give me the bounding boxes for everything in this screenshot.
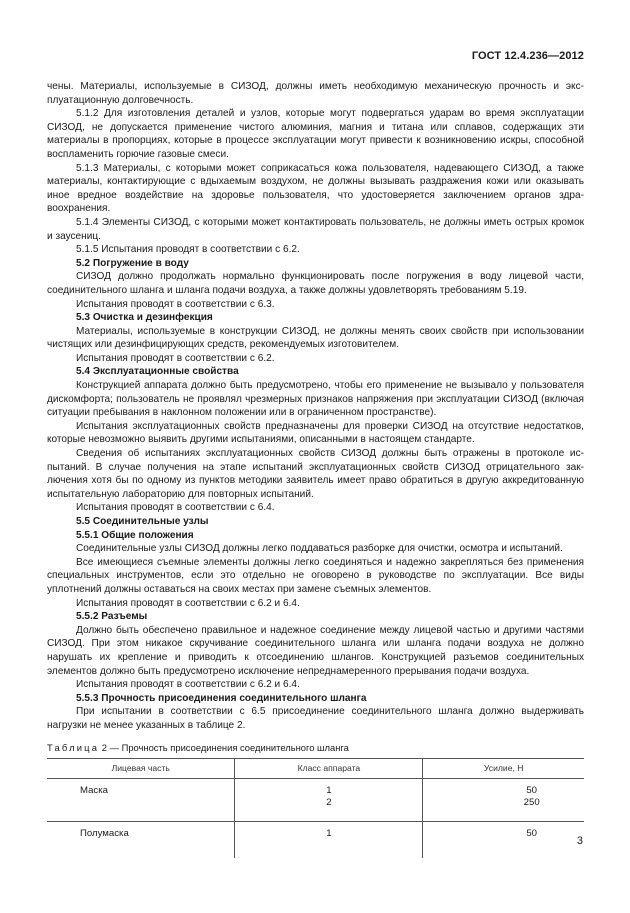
cell-device-class xyxy=(235,821,423,858)
section-heading: 5.5.1 Общие положения xyxy=(76,529,194,541)
section-heading: 5.4 Эксплуатационные свойства xyxy=(76,366,239,378)
cell-face-part: Полумаска xyxy=(80,827,129,839)
strength-table xyxy=(47,758,584,858)
section-heading: 5.2 Погружение в воду xyxy=(76,257,189,269)
cell-device-class xyxy=(235,778,423,821)
cell-face-part: Маска xyxy=(47,778,235,821)
section-heading: 5.5.2 Разъемы xyxy=(76,611,148,623)
paragraph: Соединительные узлы СИЗОД должны легко поддаваться разборке для очистки, осмотра и испытаний. xyxy=(76,543,563,555)
paragraph: 5.1.5 Испытания проводят в соответствии с 6.2. xyxy=(76,244,300,256)
section-heading: 5.5 Соединительные узлы xyxy=(76,516,209,527)
force-value: 50 xyxy=(526,827,538,839)
header-device-class: Класс аппарата xyxy=(235,758,423,778)
class-value: 2 xyxy=(326,796,332,808)
section-heading: 5.3 Очистка и дезинфекция xyxy=(76,312,213,324)
force-value: 50 xyxy=(526,784,538,796)
cell-force xyxy=(423,821,584,858)
paragraph: Испытания эксплуатационных свойств предназначены для проверки СИЗОД на отсутствие недостатков, которые невозможно выявить другими испытаниями, описанными в настоящем стандарте. xyxy=(47,420,584,446)
table-caption-label: Таблица xyxy=(47,741,100,753)
paragraph: 5.1.4 Элементы СИЗОД, с которыми может контактировать пользователь, не должны иметь острых кромок и заусениц. xyxy=(47,216,584,242)
paragraph: Сведения об испытаниях эксплуатационных свойств СИЗОД должны быть отражены в протоколе испытаний. В случае получения на этапе испытаний эксплуатационных свойств СИЗОД отрицательного заключения хотя бы по одному из пунктов методики заявитель имеет право обратиться в другую аккредитованную испытательную лабораторию для повторных испытаний. xyxy=(47,448,584,500)
table-row xyxy=(47,821,584,858)
document-header: ГОСТ 12.4.236—2012 xyxy=(471,50,584,62)
class-value: 1 xyxy=(326,784,332,796)
paragraph: Материалы, используемые в конструкции СИЗОД, не должны менять своих свойств при использовании чистящих или дезинфицирующих средств, рекомендуемых изготовителем. xyxy=(47,325,584,351)
paragraph: Испытания проводят в соответствии с 6.3. xyxy=(76,298,275,310)
paragraph: Испытания проводят в соответствии с 6.2 и 6.4. xyxy=(76,679,300,691)
paragraph: При испытании в соответствии с 6.5 присоединение соединительного шланга должно выдерживать нагрузки не менее указанных в таблице 2. xyxy=(47,706,584,731)
header-face-part: Лицевая часть xyxy=(47,758,235,778)
table-header-row xyxy=(47,758,584,778)
force-value: 250 xyxy=(523,796,540,808)
class-value: 1 xyxy=(326,827,332,839)
document-body xyxy=(47,80,584,858)
header-force: Усилие, Н xyxy=(423,758,584,778)
table-row xyxy=(47,778,584,821)
paragraph-list xyxy=(47,80,584,733)
table-caption xyxy=(47,742,584,754)
paragraph: 5.1.3 Материалы, с которыми может соприкасаться кожа пользователя, надевающего СИЗОД, а также материалы, контактирующие с вдыхаемым воздухом, не должны вызывать раздражения кожи или оказывать иное вредное воздействие на здоровье пользователя, что удостоверяется заключением органов здравоохранения. xyxy=(47,162,584,215)
section-heading: 5.5.3 Прочность присоединения соединительного шланга xyxy=(76,692,367,704)
paragraph: Должно быть обеспечено правильное и надежное соединение между лицевой частью и другими частями СИЗОД. При этом никакое скручивание соединительного шланга или шланга подачи воздуха не должно нарушать их крепление и приводить к отсоединению шлангов. Конструкцией разъемов соединительных элементов должно быть предусмотрено исключение непреднамеренного прерывания подачи воздуха. xyxy=(47,624,584,677)
table-caption-title: 2 — Прочность присоединения соединительного шланга xyxy=(99,741,349,753)
paragraph: Конструкцией аппарата должно быть предусмотрено, чтобы его применение не вызывало у пользователя дискомфорта; пользователь не проявлял чрезмерных признаков напряжения при эксплуатации СИЗОД (включая ситуации пребывания в наклонном положении или в ограниченном пространстве). xyxy=(47,380,584,419)
paragraph: Испытания проводят в соответствии с 6.2 и 6.4. xyxy=(76,597,300,609)
paragraph: Испытания проводят в соответствии с 6.4. xyxy=(76,502,275,514)
paragraph: Испытания проводят в соответствии с 6.2. xyxy=(76,352,275,364)
paragraph: Все имеющиеся съемные элементы должны легко соединяться и надежно закрепляться без применения специальных инструментов, если это отдельно не оговорено в руководстве по эксплуатации. Все виды уплотнений должны оставаться на своих местах при замене съемных элементов. xyxy=(47,556,584,595)
page-number: 3 xyxy=(576,835,583,847)
paragraph: чены. Материалы, используемые в СИЗОД, должны иметь необходимую механическую прочность и эксплуатационную долговечность. xyxy=(47,81,584,106)
paragraph: 5.1.2 Для изготовления деталей и узлов, которые могут подвергаться ударам во время эксплуатации СИЗОД, не допускается применение чистого алюминия, магния и титана или сплавов, содержащих эти материалы в пропорциях, которые в процессе эксплуатации могут привести к возникновению искры, способной воспламенить горючие газовые смеси. xyxy=(47,108,584,160)
cell-force xyxy=(423,778,584,821)
paragraph: СИЗОД должно продолжать нормально функционировать после погружения в воду лицевой части, соединительного шланга и шланга подачи воздуха, а также должны удовлетворять требованиям 5.19. xyxy=(47,271,584,296)
